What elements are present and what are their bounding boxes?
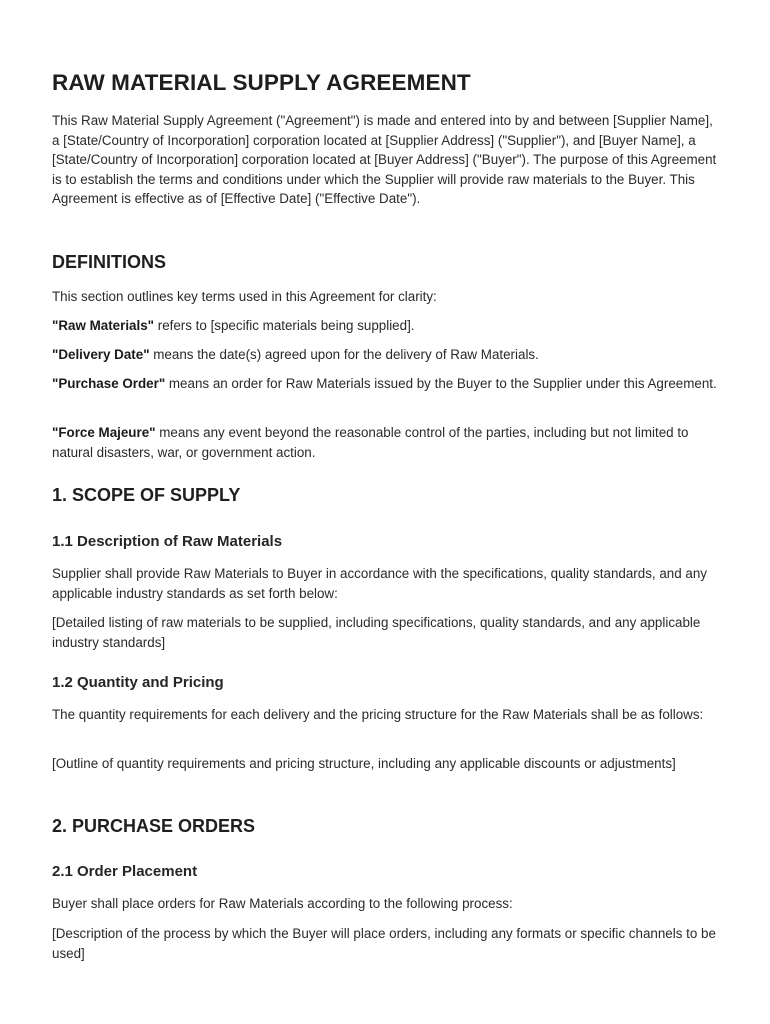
section-1-1-placeholder: [Detailed listing of raw materials to be supplied, including specifications, quality standards, and any applicable industry standards] bbox=[52, 615, 701, 650]
section-2-1-paragraph: Buyer shall place orders for Raw Materials according to the following process: bbox=[52, 896, 513, 911]
definition-item bbox=[52, 345, 720, 365]
definition-term: "Purchase Order" bbox=[52, 376, 166, 391]
section-1-2-paragraph: The quantity requirements for each delivery and the pricing structure for the Raw Materials shall be as follows: bbox=[52, 707, 704, 722]
definition-text: means the date(s) agreed upon for the delivery of Raw Materials. bbox=[149, 347, 539, 362]
definition-text: means an order for Raw Materials issued by the Buyer to the Supplier under this Agreement. bbox=[165, 376, 717, 391]
definition-text: means any event beyond the reasonable control of the parties, including but not limited to natural disasters, war, or government action. bbox=[52, 425, 689, 460]
definition-text: refers to [specific materials being supplied]. bbox=[154, 318, 415, 333]
section-1-heading: 1. SCOPE OF SUPPLY bbox=[52, 485, 241, 505]
section-1-1-heading: 1.1 Description of Raw Materials bbox=[52, 533, 283, 550]
definitions-heading: DEFINITIONS bbox=[52, 252, 167, 272]
definition-term: "Force Majeure" bbox=[52, 425, 156, 440]
definition-item bbox=[52, 316, 720, 336]
section-1-2-placeholder: [Outline of quantity requirements and pricing structure, including any applicable discounts or adjustments] bbox=[52, 756, 676, 771]
section-1-1-paragraph: Supplier shall provide Raw Materials to Buyer in accordance with the specifications, quality standards, and any applicable industry standards as set forth below: bbox=[52, 566, 707, 601]
intro-paragraph: This Raw Material Supply Agreement ("Agreement") is made and entered into by and between [Supplier Name], a [State/Country of Incorporation] corporation located at [Supplier Address] ("Supplier"), and [Buyer Name], a [State/Country of Incorporation] corporation located at [Buyer Address] ("Buyer"). The purpose of this Agreement is to establish the terms and conditions under which the Supplier will provide raw materials to the Buyer. This Agreement is effective as of [Effective Date] ("Effective Date"). bbox=[52, 113, 717, 207]
document-title: RAW MATERIAL SUPPLY AGREEMENT bbox=[52, 70, 471, 95]
section-2-1-heading: 2.1 Order Placement bbox=[52, 863, 198, 880]
definition-item bbox=[52, 423, 720, 462]
definition-term: "Delivery Date" bbox=[52, 347, 150, 362]
section-2-heading: 2. PURCHASE ORDERS bbox=[52, 816, 256, 836]
definitions-intro: This section outlines key terms used in this Agreement for clarity: bbox=[52, 289, 437, 304]
definition-item bbox=[52, 374, 720, 394]
section-2-1-placeholder: [Description of the process by which the Buyer will place orders, including any formats or specific channels to be used] bbox=[52, 926, 716, 961]
section-1-2-heading: 1.2 Quantity and Pricing bbox=[52, 674, 224, 691]
definition-term: "Raw Materials" bbox=[52, 318, 155, 333]
